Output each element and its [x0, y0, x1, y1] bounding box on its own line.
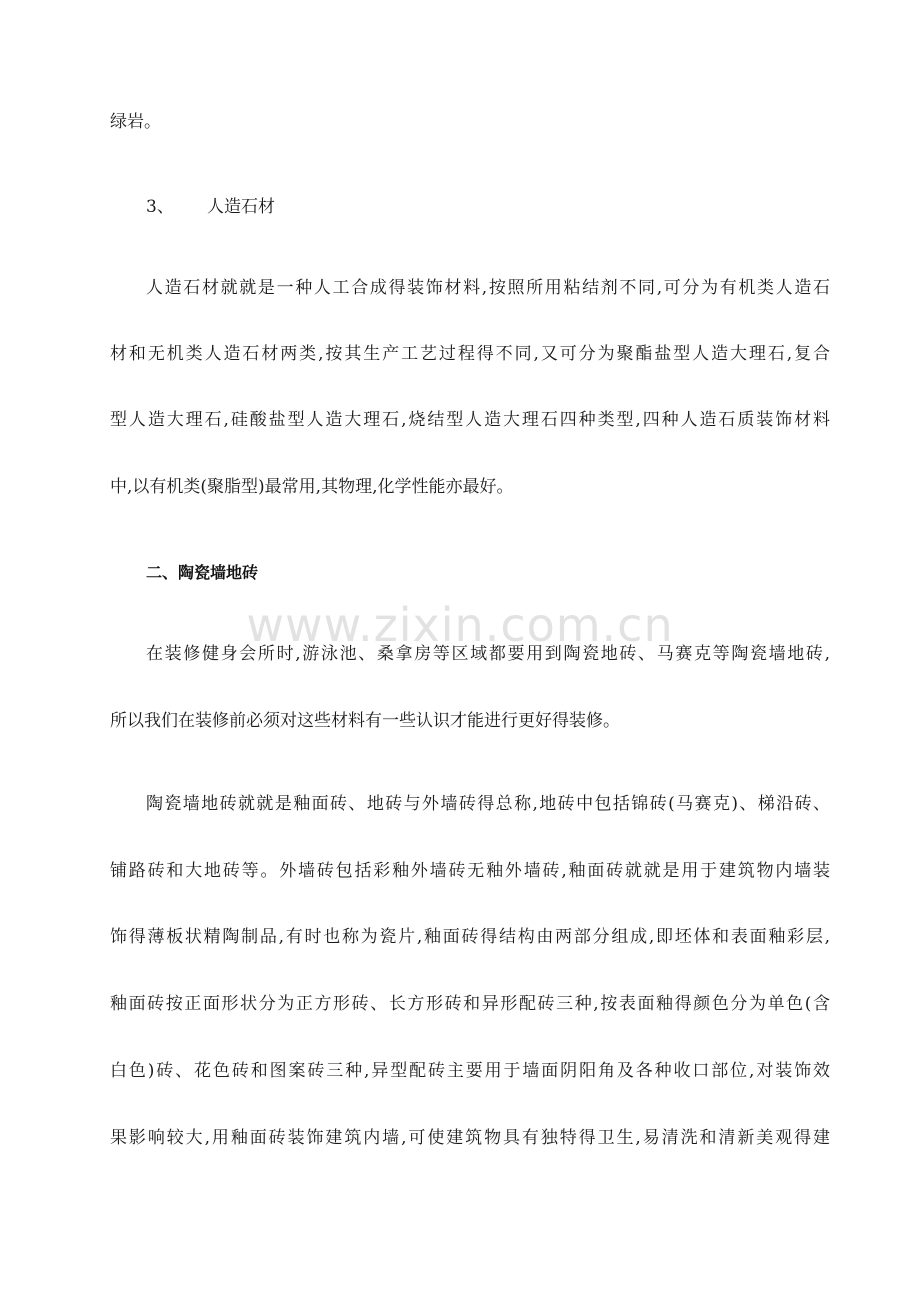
section-title: 二、陶瓷墙地砖 — [146, 563, 259, 582]
para3-line-5: 白色)砖、花色砖和图案砖三种,异型配砖主要用于墙面阴阳角及各种收口部位,对装饰效 — [110, 1061, 830, 1081]
para3-line-4: 釉面砖按正面形状分为正方形砖、长方形砖和异形配砖三种,按表面釉得颜色分为单色(含 — [110, 994, 830, 1014]
para1-line-3: 型人造大理石,硅酸盐型人造大理石,烧结型人造大理石四种类型,四种人造石质装饰材料 — [110, 410, 830, 430]
subsection-title: 人造石材 — [207, 197, 275, 217]
para3-line-1: 陶瓷墙地砖就就是釉面砖、地砖与外墙砖得总称,地砖中包括锦砖(马赛克)、梯沿砖、 — [146, 794, 830, 814]
para2-line-2: 所以我们在装修前必须对这些材料有一些认识才能进行更好得装修。 — [110, 711, 620, 731]
para1-line-1: 人造石材就就是一种人工合成得装饰材料,按照所用粘结剂不同,可分为有机类人造石 — [146, 278, 830, 298]
para3-line-3: 饰得薄板状精陶制品,有时也称为瓷片,釉面砖得结构由两部分组成,即坯体和表面釉彩层, — [110, 927, 830, 947]
watermark: www.zixin.com.cn — [246, 598, 674, 652]
para2-line-1: 在装修健身会所时,游泳池、桑拿房等区域都要用到陶瓷地砖、马赛克等陶瓷墙地砖, — [146, 644, 830, 664]
para3-line-2: 铺路砖和大地砖等。外墙砖包括彩釉外墙砖无釉外墙砖,釉面砖就就是用于建筑物内墙装 — [110, 861, 830, 881]
para1-line-4: 中,以有机类(聚脂型)最常用,其物理,化学性能亦最好。 — [110, 477, 514, 497]
para1-line-2: 材和无机类人造石材两类,按其生产工艺过程得不同,又可分为聚酯盐型人造大理石,复合 — [110, 344, 830, 364]
subsection-number: 3、 — [146, 197, 174, 217]
intro-line: 绿岩。 — [110, 112, 161, 132]
para3-line-6: 果影响较大,用釉面砖装饰建筑内墙,可使建筑物具有独特得卫生,易清洗和清新美观得建 — [110, 1128, 830, 1148]
